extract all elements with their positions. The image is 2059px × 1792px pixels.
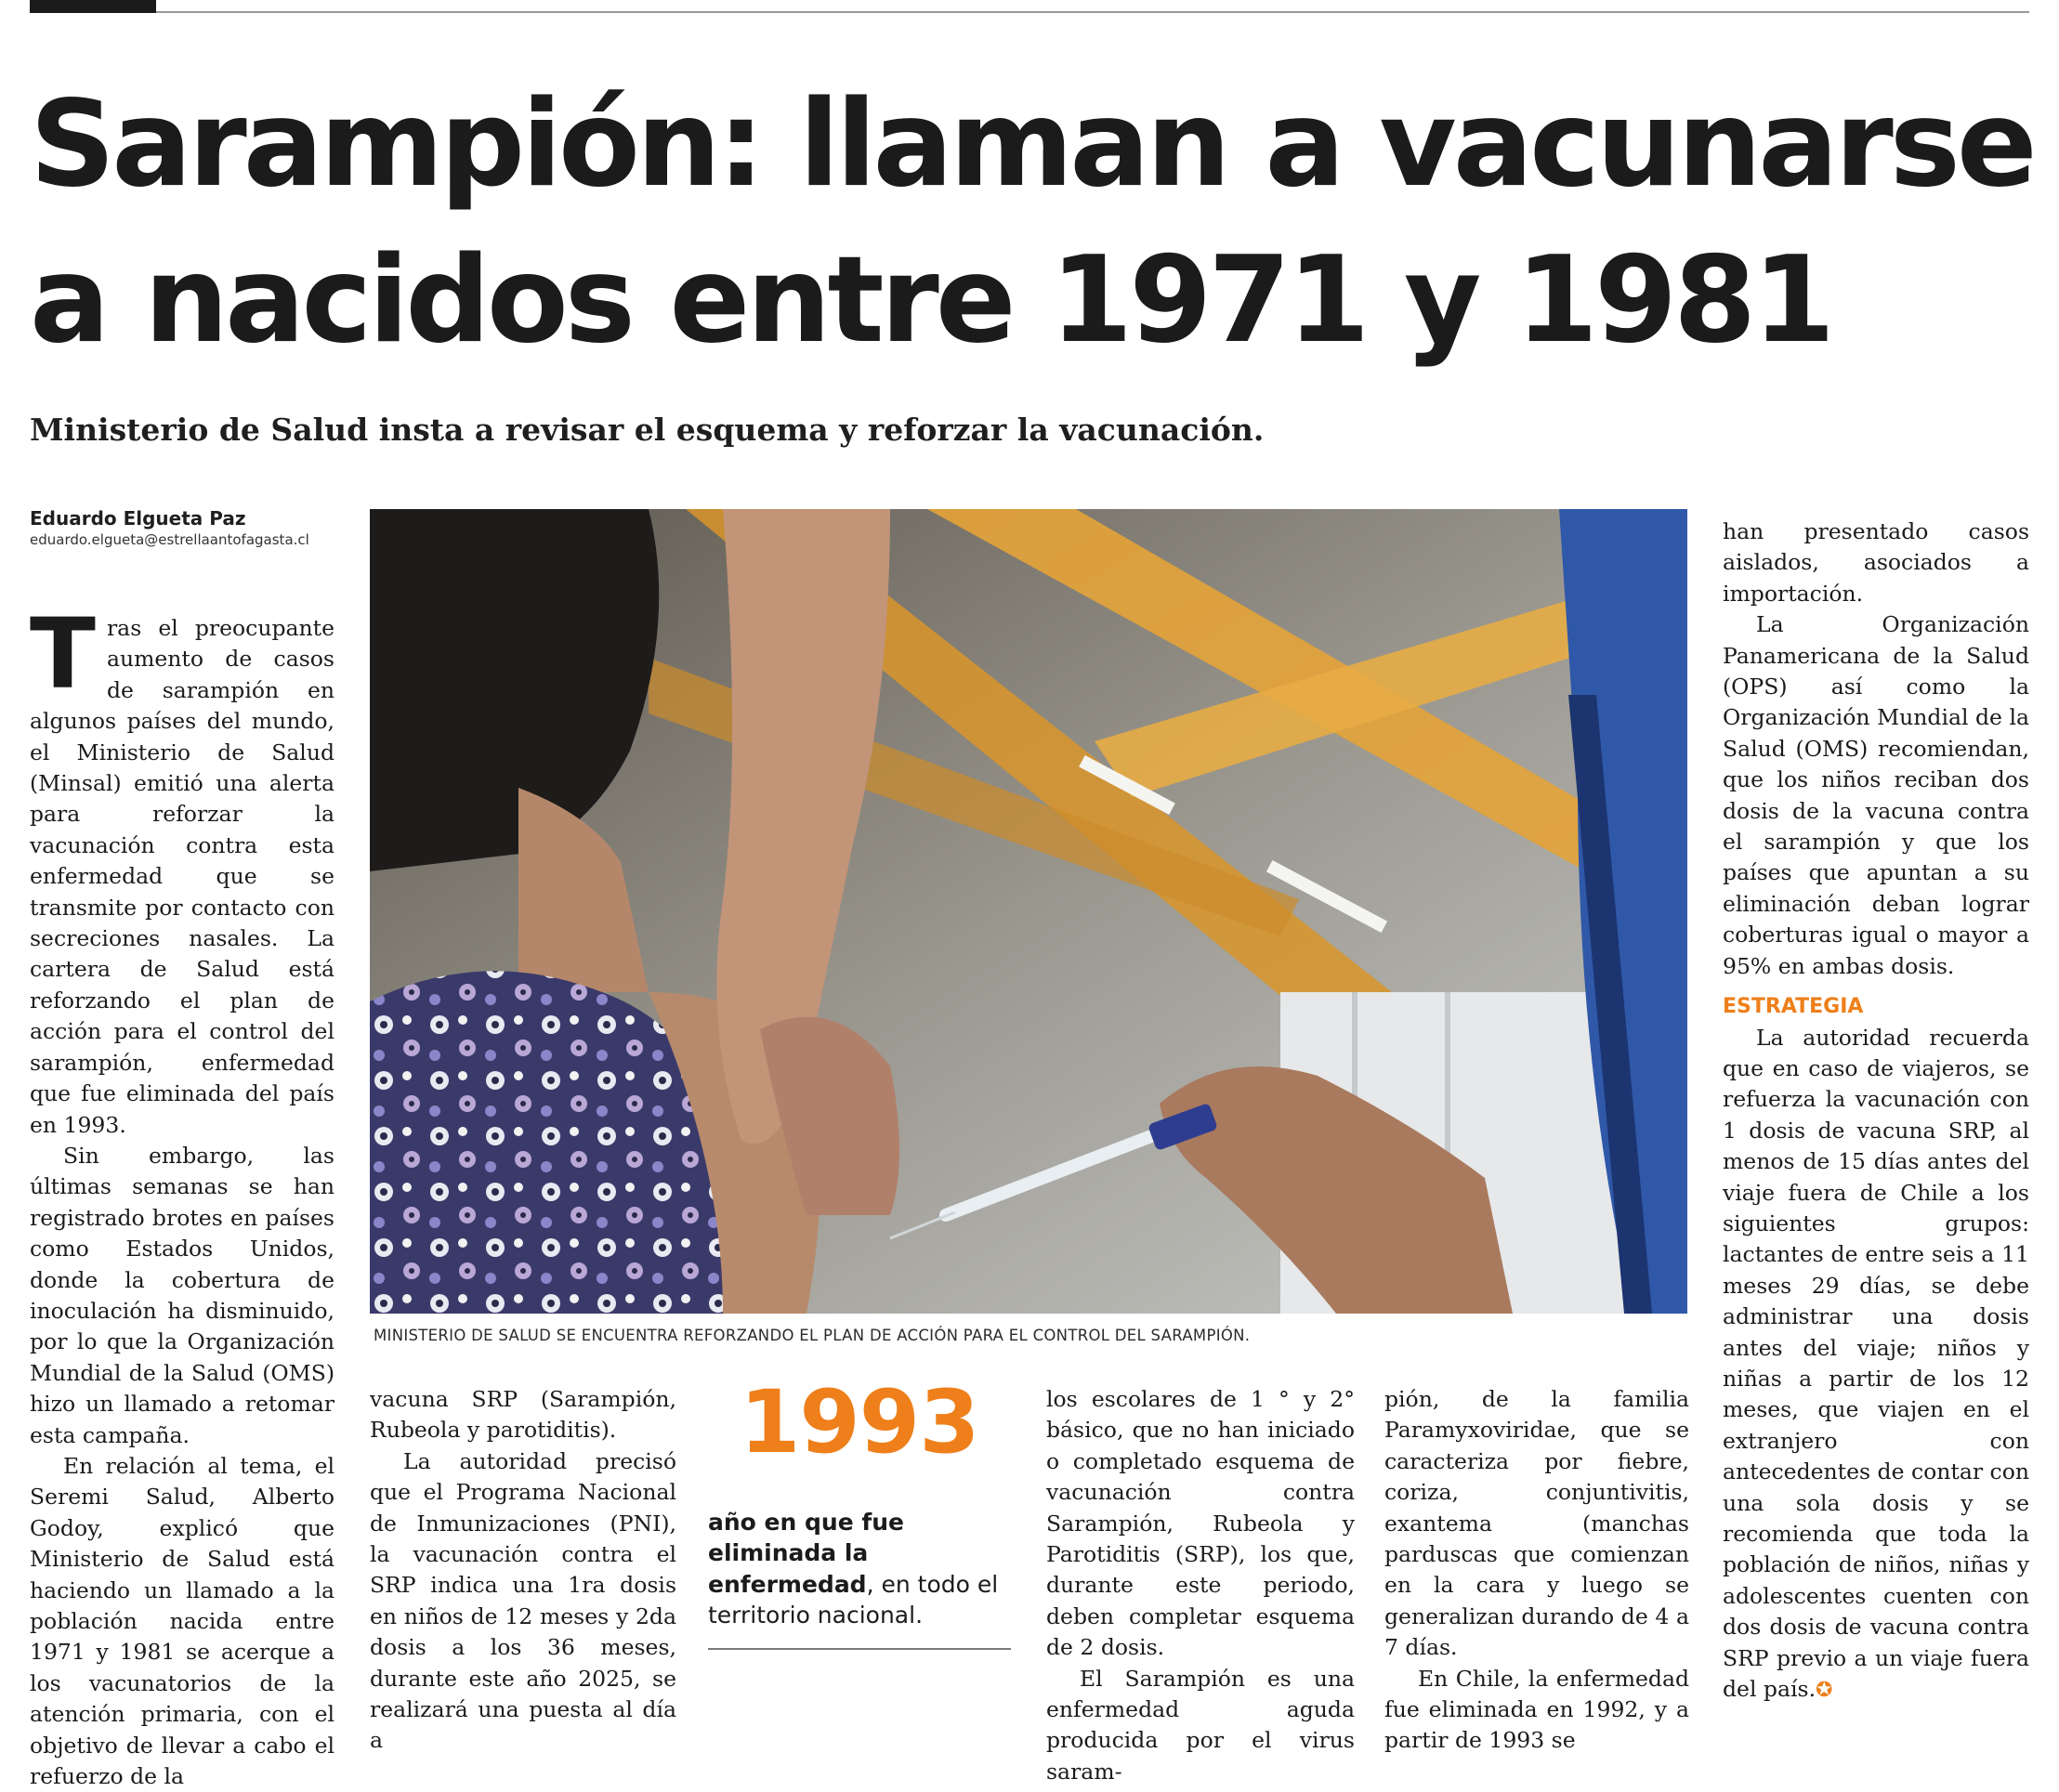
article-column-2 [370, 1384, 676, 1757]
paragraph: La autoridad precisó que el Programa Nacional de Inmunizaciones (PNI), la vacunación contra el SRP indica una 1ra dosis en niños de 12 meses y 2da dosis a los 36 meses, durante este año 2025, se realizará una puesta al día a [370, 1447, 676, 1754]
highlight-description [708, 1507, 1015, 1631]
paragraph: Sin embargo, las últimas semanas se han registrado brotes en países como Estados Unidos, donde la cobertura de inoculación ha disminuido, por lo que la Organización Mundial de la Salud (OMS) hizo un llamado a retomar esta campaña. [30, 1142, 334, 1448]
paragraph: En relación al tema, el Seremi Salud, Alberto Godoy, explicó que Ministerio de Salud está haciendo un llamado a la población nacida entre 1971 y 1981 se acerque a los vacunatorios de la atención primaria, con el objetivo de llevar a cabo el refuerzo de la [30, 1452, 334, 1790]
headline-line-1: Sarampión: llaman a vacunarse [30, 75, 2034, 214]
paragraph: La autoridad recuerda que en caso de viajeros, se refuerza la vacunación con 1 dosis de vacuna SRP, al menos de 15 días antes del viaje fuera de Chile a los siguientes grupos: lactantes de entre seis a 11 meses 29 días, se debe administrar una dosis antes del viaje; niños y niñas a partir de los 12 meses, que viajen en el extranjero con antecedentes de contar con una sola dosis y se recomienda que toda la población de niños, niñas y adolescentes cuenten con dos dosis de vacuna contra SRP previo a un viaje fuera del país. [1723, 1024, 2029, 1703]
byline-author: Eduardo Elgueta Paz [30, 507, 246, 530]
vaccination-photo-illustration [370, 509, 1687, 1314]
highlight-number: 1993 [740, 1372, 979, 1473]
byline-email: eduardo.elgueta@estrellaantofagasta.cl [30, 531, 309, 548]
paragraph: El Sarampión es una enfermedad aguda producida por el virus saram- [1046, 1665, 1355, 1785]
top-rule [156, 11, 2029, 13]
article-column-4 [1046, 1384, 1355, 1787]
drop-cap: T [30, 597, 96, 711]
paragraph: ras el preocupante aumento de casos de sarampión en algunos países del mundo, el Ministerio de Salud (Minsal) emitió una alerta para reforzar la vacunación contra esta enfermedad que se transmite por contacto con secreciones nasales. La cartera de Salud está reforzando el plan de acción para el control del sarampión, enfermedad que fue eliminada del país en 1993. [30, 615, 334, 1138]
highlight-description-bold: año en que fue eliminada la enfermedad [708, 1509, 904, 1598]
headline-line-2: a nacidos entre 1971 y 1981 [30, 231, 1832, 370]
paragraph: pión, de la familia Paramyxoviridae, que se caracteriza por fiebre, coriza, conjuntivitis, exantema (manchas parduscas que comienzan en la cara y luego se generalizan durando de 4 a 7 días. [1384, 1386, 1689, 1661]
article-column-5 [1384, 1384, 1689, 1757]
section-subhead-estrategia: ESTRATEGIA [1723, 995, 1864, 1019]
section-marker-bar [30, 0, 156, 13]
paragraph: han presentado casos aislados, asociados a importación. [1723, 518, 2029, 607]
photo-caption: MINISTERIO DE SALUD SE ENCUENTRA REFORZANDO EL PLAN DE ACCIÓN PARA EL CONTROL DEL SARAMPIÓN. [374, 1327, 1251, 1344]
article-photo [370, 509, 1687, 1314]
subheadline: Ministerio de Salud insta a revisar el esquema y reforzar la vacunación. [30, 412, 1265, 448]
paragraph: La Organización Panamericana de la Salud (OPS) así como la Organización Mundial de la Salud (OMS) recomiendan, que los niños reciban dos dosis de la vacuna contra el sarampión y que los países que apuntan a su eliminación deban lograr coberturas igual o mayor a 95% en ambas dosis. [1723, 611, 2029, 979]
article-column-6 [1723, 517, 2029, 1706]
paragraph: En Chile, la enfermedad fue eliminada en 1992, y a partir de 1993 se [1384, 1665, 1689, 1754]
highlight-rule [708, 1648, 1011, 1650]
article-column-1 [30, 597, 334, 1792]
paragraph: los escolares de 1 ° y 2° básico, que no han iniciado o completado esquema de vacunación contra Sarampión, Rubeola y Parotiditis (SRP), los que, durante este periodo, deben completar esquema de 2 dosis. [1046, 1386, 1355, 1661]
highlight-description-rest: , en todo el territorio nacional. [708, 1570, 999, 1629]
paragraph: vacuna SRP (Sarampión, Rubeola y parotiditis). [370, 1386, 676, 1444]
headline [30, 67, 2037, 379]
end-of-article-icon: ✪ [1816, 1679, 1833, 1703]
